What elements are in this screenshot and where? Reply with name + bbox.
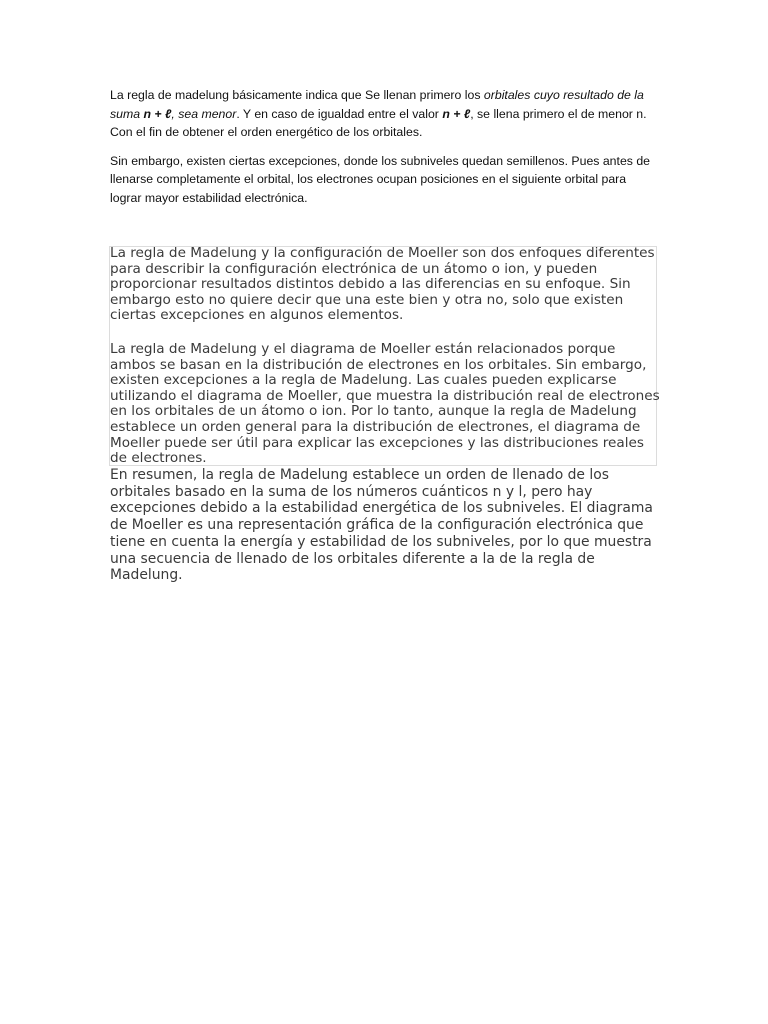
framed-text [110, 246, 660, 467]
summary-section [110, 467, 655, 584]
intro-paragraph-1 [110, 86, 660, 142]
intro-p1-text-e: . Y en caso de igualdad entre el valor [236, 106, 443, 121]
intro-p1-text-a: La regla de madelung básicamente indica que Se llenan primero los [110, 88, 484, 102]
intro-section [110, 86, 660, 217]
intro-p1-text-g: , se llena primero el de menor n. Con el fin de obtener el orden energético de los orbitales. [110, 106, 647, 139]
intro-p1-formula-1: n + ℓ [143, 106, 172, 121]
intro-p1-formula-2: n + ℓ [442, 106, 471, 121]
box-paragraph-1: La regla de Madelung y la configuración de Moeller son dos enfoques diferentes para describir la configuración electrónica de un átomo o ion, y pueden proporcionar resultados distintos debido a las diferencias en su enfoque. Sin embargo esto no quiere decir que una este bien y otra no, solo que existen ciertas excepciones en algunos elementos. [110, 245, 655, 324]
intro-p1-italic-d: , sea menor [171, 106, 237, 121]
box-paragraph-2: La regla de Madelung y el diagrama de Moeller están relacionados porque ambos se basan en la distribución de electrones en los orbitales. Sin embargo, existen excepciones a la regla de Madelung. Las cuales pueden explicarse utilizando el diagrama de Moeller, que muestra la distribución real de electrones en los orbitales de un átomo o ion. Por lo tanto, aunque la regla de Madelung establece un orden general para la distribución de electrones, el diagrama de Moeller puede ser útil para explicar las excepciones y las distribuciones reales de electrones. [110, 340, 660, 467]
summary-paragraph: En resumen, la regla de Madelung establece un orden de llenado de los orbitales basado en la suma de los números cuánticos n y l, pero hay excepciones debido a la estabilidad energética de los subniveles. El diagrama de Moeller es una representación gráfica de la configuración electrónica que tiene en cuenta la energía y estabilidad de los subniveles, por lo que muestra una secuencia de llenado de los orbitales diferente a la de la regla de Madelung. [110, 467, 653, 584]
intro-paragraph-2: Sin embargo, existen ciertas excepciones, donde los subniveles quedan semillenos. Pues antes de llenarse completamente el orbital, los electrones ocupan posiciones en el siguiente orbital para lograr mayor estabilidad electrónica. [110, 153, 651, 205]
intro-p1-italic-b: orbitales cuyo resultado de la suma [110, 88, 644, 121]
